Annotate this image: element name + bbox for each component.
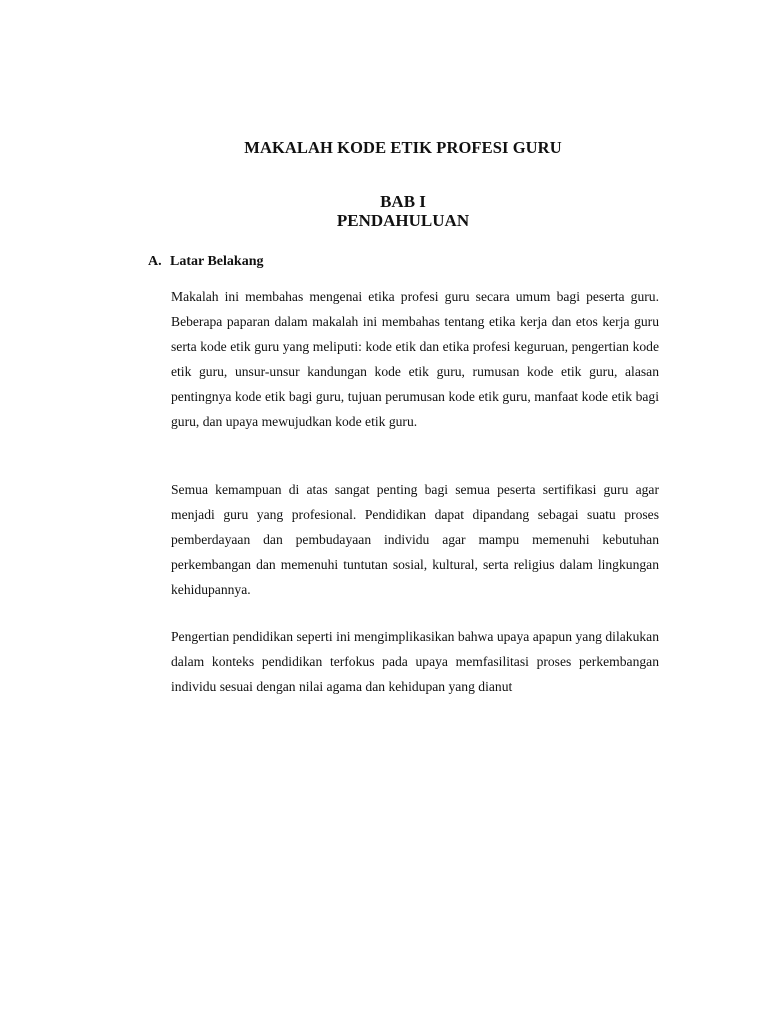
chapter-heading — [0, 192, 768, 230]
section-heading — [148, 254, 263, 270]
document-title: MAKALAH KODE ETIK PROFESI GURU — [244, 138, 562, 157]
section-letter: A. — [148, 254, 162, 269]
chapter-number: BAB I — [380, 192, 426, 211]
chapter-name: PENDAHULUAN — [336, 211, 470, 230]
section-title: Latar Belakang — [170, 254, 264, 269]
paragraph-3: Pengertian pendidikan seperti ini mengimplikasikan bahwa upaya apapun yang dilakukan dalam konteks pendidikan terfokus pada upaya memfasilitasi proses perkembangan individu sesuai dengan nilai agama dan kehidupan yang dianut — [171, 629, 659, 694]
paragraph-2: Semua kemampuan di atas sangat penting bagi semua peserta sertifikasi guru agar menjadi guru yang profesional. Pendidikan dapat dipandang sebagai suatu proses pemberdayaan dan pembudayaan individu agar mampu memenuhi kebutuhan perkembangan dan memenuhi tuntutan sosial, kultural, serta religius dalam lingkungan kehidupannya. — [171, 482, 659, 597]
paragraph-1: Makalah ini membahas mengenai etika profesi guru secara umum bagi peserta guru. Beberapa paparan dalam makalah ini membahas tentang etika kerja dan etos kerja guru serta kode etik guru yang meliputi: kode etik dan etika profesi keguruan, pengertian kode etik guru, unsur-unsur kandungan kode etik guru, rumusan kode etik guru, alasan pentingnya kode etik bagi guru, tujuan perumusan kode etik guru, manfaat kode etik bagi guru, dan upaya mewujudkan kode etik guru. — [171, 289, 659, 429]
